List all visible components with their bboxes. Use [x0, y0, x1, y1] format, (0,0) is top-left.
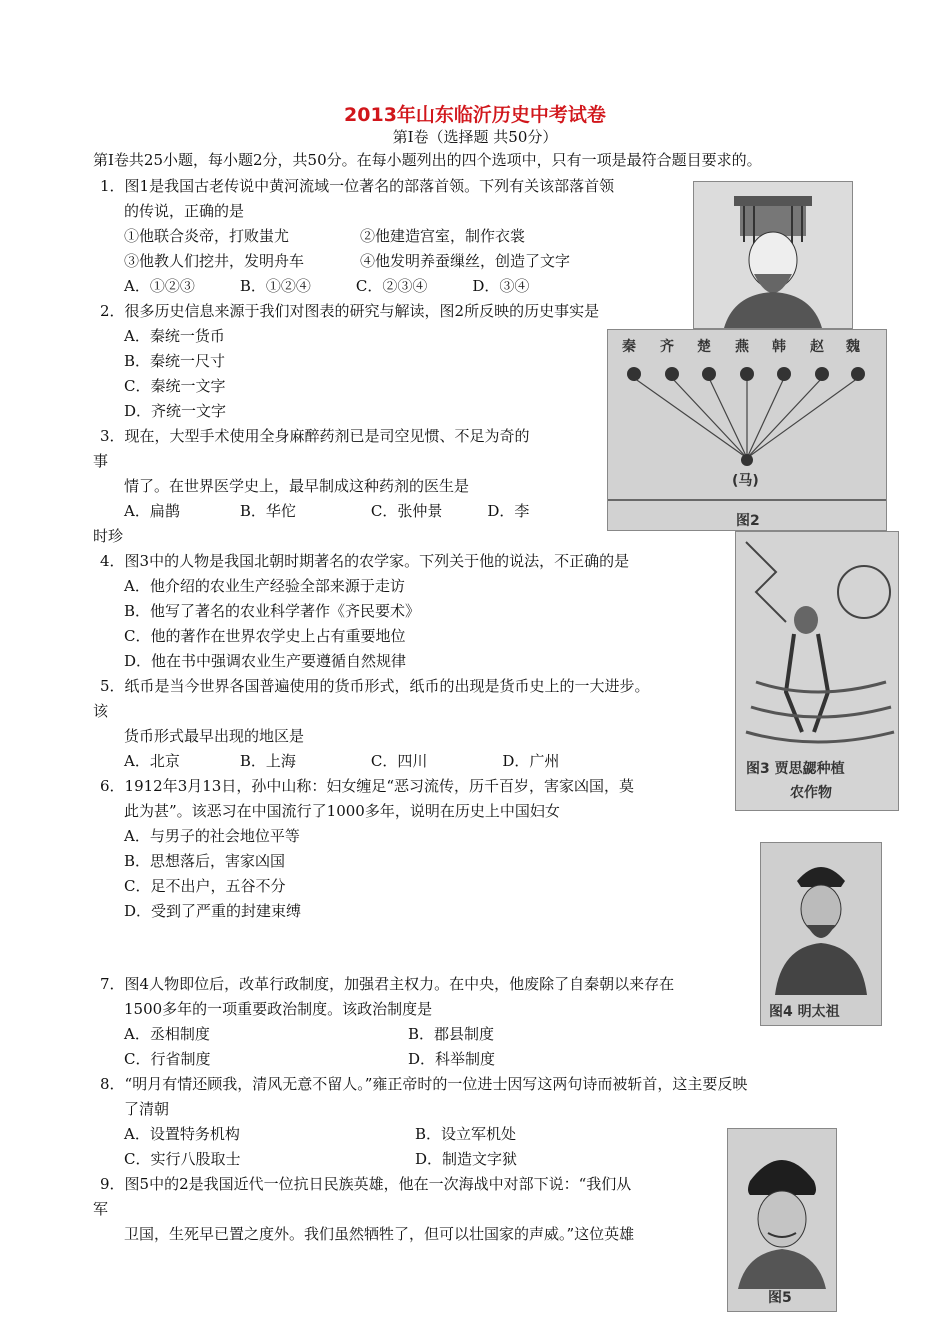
q3-options: A．扁鹊 B．华佗 C．张仲景 D．李 [124, 502, 530, 520]
q9-stem: 9．图5中的2是我国近代一位抗日民族英雄，他在一次海战中对部下说：“我们从 [100, 1175, 632, 1193]
q7-option-d: D．科举制度 [408, 1050, 496, 1068]
q8-option-a: A．设置特务机构 [124, 1125, 240, 1143]
figure-2-center-label: (马) [732, 473, 759, 489]
figure-2-label-zhao: 赵 [810, 339, 824, 355]
q7-option-a: A．丞相制度 [124, 1025, 210, 1043]
exam-subtitle: 第Ⅰ卷（选择题 共50分） [392, 128, 558, 146]
q1-stem: 1．图1是我国古老传说中黄河流域一位著名的部落首领。下列有关该部落首领 [100, 177, 615, 195]
q7-stem-cont: 1500多年的一项重要政治制度。该政治制度是 [124, 1000, 433, 1018]
q5-stem-cont: 货币形式最早出现的地区是 [124, 727, 305, 745]
q7-option-b: B．郡县制度 [408, 1025, 495, 1043]
figure-2-caption: 图2 [736, 513, 760, 529]
figure-5-image [727, 1128, 837, 1312]
q6-option-a: A．与男子的社会地位平等 [124, 827, 300, 845]
q4-option-c: C．他的著作在世界农学史上占有重要地位 [124, 627, 406, 645]
q4-option-a: A．他介绍的农业生产经验全部来源于走访 [124, 577, 405, 595]
q1-stem-cont: 的传说，正确的是 [124, 202, 245, 220]
q5-options: A．北京 B．上海 C．四川 D．广州 [124, 752, 560, 770]
q8-option-d: D．制造文字狱 [415, 1150, 518, 1168]
q8-option-b: B．设立军机处 [415, 1125, 517, 1143]
figure-5-caption: 图5 [768, 1290, 792, 1306]
q8-stem-cont: 了清朝 [124, 1100, 170, 1118]
q6-stem-cont: 此为甚”。该恶习在中国流行了1000多年，说明在历史上中国妇女 [124, 802, 560, 820]
q1-options: A．①②③ B．①②④ C．②③④ D．③④ [124, 277, 530, 295]
q3-stem-cont: 情了。在世界医学史上，最早制成这种药剂的医生是 [124, 477, 470, 495]
q9-stem-wrap: 军 [93, 1200, 109, 1218]
figure-3-caption: 图3 贾思勰种植 [746, 761, 845, 777]
q3-stem-wrap: 事 [93, 452, 109, 470]
q2-option-a: A．秦统一货币 [124, 327, 225, 345]
q5-stem: 5．纸币是当今世界各国普遍使用的货币形式，纸币的出现是货币史上的一大进步。 [100, 677, 650, 695]
q8-option-c: C．实行八股取士 [124, 1150, 241, 1168]
section-intro: 第Ⅰ卷共25小题，每小题2分，共50分。在每小题列出的四个选项中，只有一项是最符合题目要求的。 [93, 151, 762, 169]
q1-statement-1: ①他联合炎帝，打败蚩尤 [124, 227, 290, 245]
figure-2-label-wei: 魏 [846, 339, 860, 355]
q1-statement-2: ②他建造宫室，制作衣裳 [360, 227, 526, 245]
q6-option-c: C．足不出户，五谷不分 [124, 877, 286, 895]
q2-option-b: B．秦统一尺寸 [124, 352, 226, 370]
q3-stem: 3．现在，大型手术使用全身麻醉药剂已是司空见惯、不足为奇的 [100, 427, 530, 445]
figure-1-image [693, 181, 853, 329]
figure-2-label-yan: 燕 [735, 339, 749, 355]
q1-statement-4: ④他发明养蚕缫丝，创造了文字 [360, 252, 571, 270]
q9-stem-cont: 卫国，生死早已置之度外。我们虽然牺牲了，但可以壮国家的声威。”这位英雄 [124, 1225, 635, 1243]
exam-title: 2013年山东临沂历史中考试卷 [344, 104, 606, 126]
q4-option-b: B．他写了著名的农业科学著作《齐民要术》 [124, 602, 421, 620]
figure-4-image [760, 842, 882, 1026]
figure-2-image [607, 329, 887, 531]
q8-stem: 8．“明月有情还顾我，清风无意不留人。”雍正帝时的一位进士因写这两句诗而被斩首，这主要反映 [100, 1075, 748, 1093]
figure-2-label-han: 韩 [772, 339, 786, 355]
q3-options-wrap: 时珍 [93, 527, 124, 545]
figure-3-caption-cont: 农作物 [790, 785, 832, 801]
q4-stem: 4．图3中的人物是我国北朝时期著名的农学家。下列关于他的说法，不正确的是 [100, 552, 630, 570]
q2-option-d: D．齐统一文字 [124, 402, 227, 420]
q6-stem: 6．1912年3月13日，孙中山称：妇女缠足“恶习流传，历千百岁，害家凶国，莫 [100, 777, 635, 795]
q7-stem: 7．图4人物即位后，改革行政制度，加强君主权力。在中央，他废除了自秦朝以来存在 [100, 975, 675, 993]
figure-3-image [735, 531, 899, 811]
q6-option-d: D．受到了严重的封建束缚 [124, 902, 302, 920]
figure-2-label-qi: 齐 [660, 339, 674, 355]
q7-option-c: C．行省制度 [124, 1050, 211, 1068]
q5-stem-wrap: 该 [93, 702, 109, 720]
q1-statement-3: ③他教人们挖井，发明舟车 [124, 252, 305, 270]
q6-option-b: B．思想落后，害家凶国 [124, 852, 286, 870]
q4-option-d: D．他在书中强调农业生产要遵循自然规律 [124, 652, 407, 670]
figure-2-label-chu: 楚 [697, 339, 711, 355]
figure-4-caption: 图4 明太祖 [769, 1004, 840, 1020]
q2-stem: 2．很多历史信息来源于我们对图表的研究与解读，图2所反映的历史事实是 [100, 302, 600, 320]
q2-option-c: C．秦统一文字 [124, 377, 226, 395]
figure-2-label-qin: 秦 [622, 339, 636, 355]
